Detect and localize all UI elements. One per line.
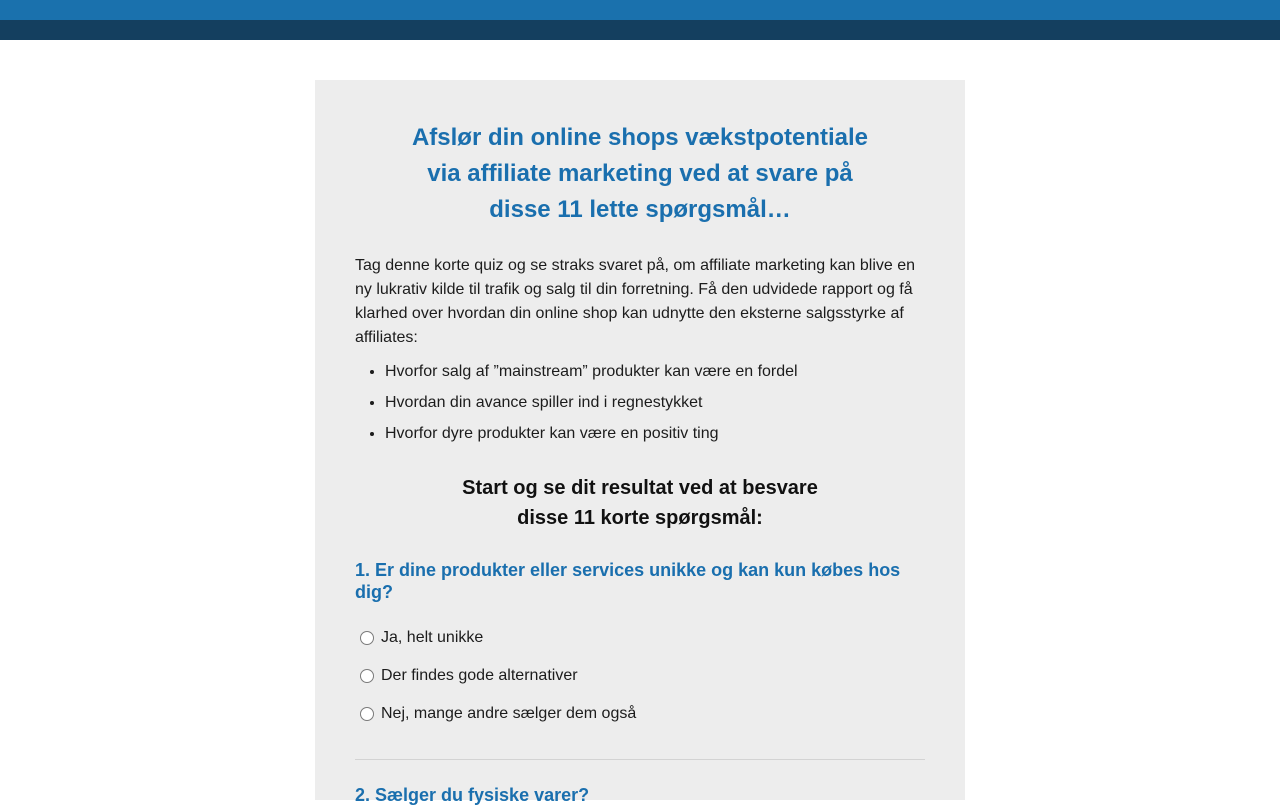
start-heading — [355, 473, 925, 533]
question-1-options — [355, 619, 925, 733]
quiz-headline — [355, 120, 925, 228]
headline-line-3: disse 11 lette spørgsmål… — [489, 196, 791, 223]
intro-text: Tag denne korte quiz og se straks svaret på, om affiliate marketing kan blive en ny lukrativ kilde til trafik og salg til din forretning. Få den udvidede rapport og få klarhed over hvordan din online shop kan udnytte den eksterne salgsstyrke af affiliates: — [355, 257, 916, 346]
radio-button[interactable] — [360, 669, 374, 683]
option-label: Ja, helt unikke — [381, 629, 484, 646]
option-ja-helt-unikke[interactable] — [355, 619, 925, 657]
benefit-list — [355, 360, 925, 446]
option-label: Der findes gode alternativer — [381, 667, 578, 684]
top-accent-bar — [0, 0, 1280, 20]
question-2-title: 2. Sælger du fysiske varer? — [355, 785, 590, 805]
question-divider — [355, 759, 925, 760]
radio-button[interactable] — [360, 631, 374, 645]
benefit-item: • Hvordan din avance spiller ind i regnestykket — [385, 391, 925, 415]
question-1-title: 1. Er dine produkter eller services unikke og kan kun købes hos dig? — [355, 560, 901, 602]
top-navigation-bar — [0, 20, 1280, 40]
radio-button[interactable] — [360, 707, 374, 721]
option-gode-alternativer[interactable] — [355, 657, 925, 695]
benefit-item: • Hvorfor dyre produkter kan være en positiv ting — [385, 422, 925, 446]
headline-line-2: via affiliate marketing ved at svare på — [427, 160, 853, 187]
quiz-card — [315, 80, 965, 805]
benefit-item: • Hvorfor salg af ”mainstream” produkter kan være en fordel — [385, 360, 925, 384]
headline-line-1: Afslør din online shops vækstpotentiale — [411, 124, 869, 151]
start-heading-line-2: disse 11 korte spørgsmål: — [517, 507, 763, 529]
option-mange-andre[interactable] — [355, 695, 925, 733]
option-label: Nej, mange andre sælger dem også — [381, 705, 637, 722]
start-heading-line-1: Start og se dit resultat ved at besvare — [462, 477, 818, 499]
